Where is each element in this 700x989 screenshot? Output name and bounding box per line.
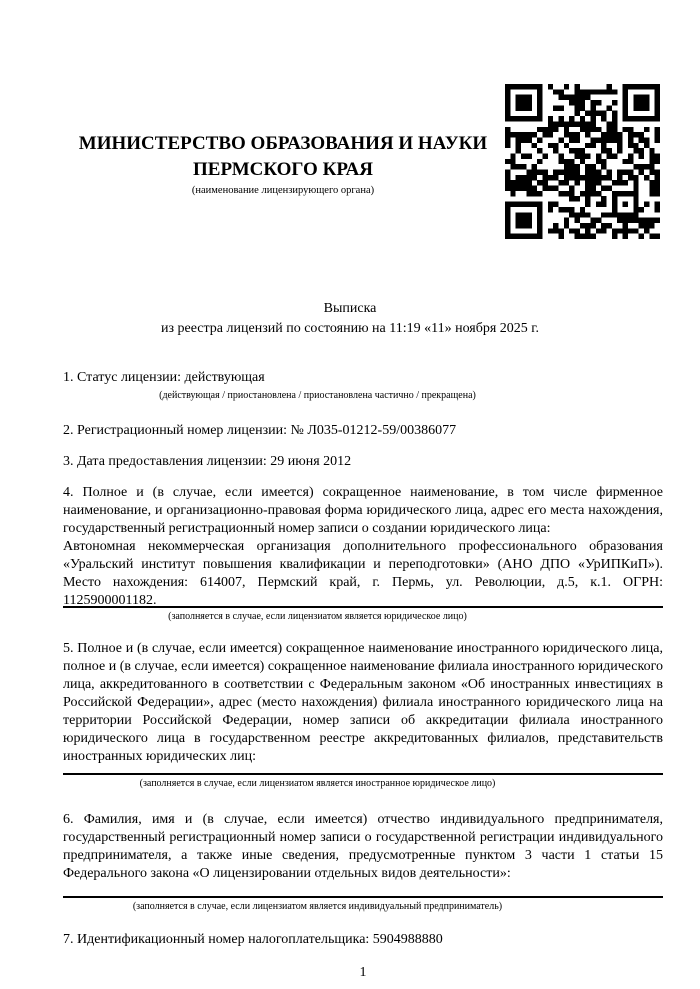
authority-name-line2: ПЕРМСКОГО КРАЯ	[193, 159, 373, 180]
item-foreign-entity	[63, 640, 663, 790]
item-taxpayer-number	[63, 931, 663, 949]
item-1-caption: (действующая / приостановлена / приостановлена частично / прекращена)	[159, 390, 476, 401]
item-6-text: 6. Фамилия, имя и (в случае, если имеется) отчество индивидуального предпринимателя, государственный регистрационный номер записи о государственной регистрации индивидуального предпринимателя, а также иные сведения, предусмотренные пунктом 3 части 1 статьи 15 Федерального закона «О лицензировании отдельных видов деятельности»:	[63, 812, 663, 881]
document-header	[0, 0, 700, 239]
authority-caption: (наименование лицензирующего органа)	[191, 185, 375, 196]
item-1-text: 1. Статус лицензии: действующая	[63, 370, 265, 385]
item-4-text: 4. Полное и (в случае, если имеется) сокращенное наименование, в том числе фирменное наименование, и организационно-правовая форма юридического лица, адрес его места нахождения, государственный регистрационный номер записи о создании юридического лица:	[63, 485, 663, 536]
licensing-authority-header	[63, 131, 503, 198]
item-license-status	[63, 369, 663, 402]
item-7-text: 7. Идентификационный номер налогоплательщика: 5904988880	[63, 932, 443, 947]
item-6-caption: (заполняется в случае, если лицензиатом является индивидуальный предприниматель)	[132, 901, 503, 912]
item-6-underline	[63, 896, 663, 898]
authority-name-line1: МИНИСТЕРСТВО ОБРАЗОВАНИЯ И НАУКИ	[78, 133, 488, 154]
page-number: 1	[359, 965, 367, 980]
document-body	[0, 369, 700, 982]
item-license-date	[63, 453, 663, 471]
item-2-text: 2. Регистрационный номер лицензии: № Л035-01212-59/00386077	[63, 423, 457, 438]
item-5-text: 5. Полное и (в случае, если имеется) сокращенное наименование иностранного юридического лица, полное и (в случае, если имеется) сокращенное наименование филиала иностранного юридического лица, аккредитованного в соответствии с Федеральным законом «Об иностранных инвестициях в Российской Федерации», адрес (место нахождения) филиала иностранного юридического лица на территории Российской Федерации, номер записи об аккредитации филиала иностранного юридического лица в государственном реестре аккредитованных филиалов, представительств иностранных юридических лиц:	[63, 641, 663, 764]
item-registration-number	[63, 422, 663, 440]
item-5-caption: (заполняется в случае, если лицензиатом является иностранное юридическое лицо)	[139, 778, 496, 789]
item-3-text: 3. Дата предоставления лицензии: 29 июня 2012	[63, 454, 352, 469]
item-4-value: Автономная некоммерческая организация дополнительного профессионального образования «Уральский институт повышения квалификации и переподготовки» (АНО ДПО «УрИПКиП»). Место нахождения: 614007, Пермский край, г. Пермь, ул. Революции, д.5, к.1. ОГРН: 1125900001182.	[63, 539, 663, 608]
document-title	[0, 299, 700, 339]
title-line2: из реестра лицензий по состоянию на 11:19 «11» ноября 2025 г.	[161, 321, 539, 336]
title-line1: Выписка	[323, 301, 377, 316]
qr-code-icon	[505, 84, 660, 239]
item-4-caption: (заполняется в случае, если лицензиатом является юридическое лицо)	[168, 611, 467, 622]
item-individual-entrepreneur	[63, 811, 663, 913]
item-5-underline	[63, 773, 663, 775]
item-legal-entity	[63, 484, 663, 623]
